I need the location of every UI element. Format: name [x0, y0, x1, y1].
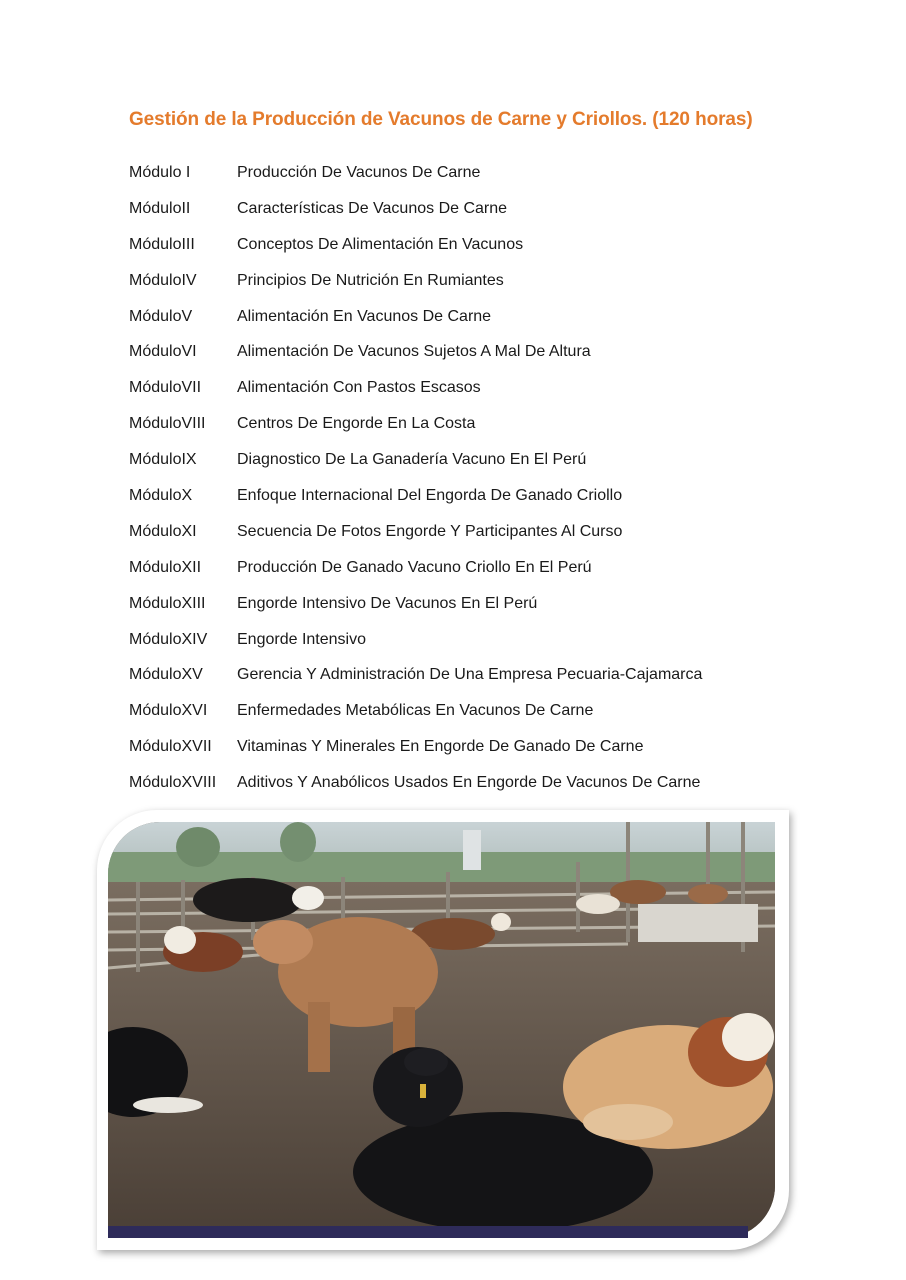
module-name: Diagnostico De La Ganadería Vacuno En El Perú	[237, 451, 587, 469]
module-code: MóduloXVII	[129, 738, 212, 756]
module-row	[129, 442, 702, 478]
module-code: MóduloII	[129, 199, 191, 217]
module-code: MóduloXVI	[129, 702, 208, 720]
module-code: MóduloXII	[129, 558, 202, 576]
module-name: Engorde Intensivo De Vacunos En El Perú	[237, 594, 538, 612]
module-name: Gerencia Y Administración De Una Empresa Pecuaria-Cajamarca	[237, 666, 703, 684]
module-code: MóduloVIII	[129, 415, 206, 433]
module-row	[129, 370, 702, 406]
module-row	[129, 334, 702, 370]
module-name: Secuencia De Fotos Engorde Y Participantes Al Curso	[237, 522, 623, 540]
module-row	[129, 657, 702, 693]
module-name: Enfoque Internacional Del Engorda De Ganado Criollo	[237, 486, 623, 504]
module-name: Alimentación Con Pastos Escasos	[237, 379, 481, 397]
module-row	[129, 514, 702, 550]
module-name: Aditivos Y Anabólicos Usados En Engorde De Vacunos De Carne	[237, 774, 701, 792]
module-code: MóduloV	[129, 307, 193, 325]
module-name: Producción De Vacunos De Carne	[237, 163, 481, 181]
module-list	[129, 155, 702, 801]
module-code: MóduloVII	[129, 379, 202, 397]
module-row	[129, 191, 702, 227]
module-name: Características De Vacunos De Carne	[237, 199, 508, 217]
module-name: Vitaminas Y Minerales En Engorde De Ganado De Carne	[237, 738, 644, 756]
photo-frame	[97, 810, 789, 1250]
photo-bottom-band	[108, 1226, 748, 1238]
cattle-feedlot-illustration	[108, 822, 775, 1238]
module-row	[129, 227, 702, 263]
module-code: MóduloIX	[129, 451, 197, 469]
module-row	[129, 622, 702, 658]
module-code: MóduloXVIII	[129, 774, 217, 792]
module-name: Engorde Intensivo	[237, 630, 366, 648]
module-name: Enfermedades Metabólicas En Vacunos De Carne	[237, 702, 594, 720]
module-name: Alimentación De Vacunos Sujetos A Mal De Altura	[237, 343, 591, 361]
module-row	[129, 586, 702, 622]
module-name: Conceptos De Alimentación En Vacunos	[237, 235, 524, 253]
module-row	[129, 155, 702, 191]
module-row	[129, 550, 702, 586]
module-code: MóduloXIII	[129, 594, 206, 612]
module-row	[129, 729, 702, 765]
module-code: MóduloIV	[129, 271, 197, 289]
module-code: MóduloIII	[129, 235, 195, 253]
module-name: Producción De Ganado Vacuno Criollo En El Perú	[237, 558, 592, 576]
page-title: Gestión de la Producción de Vacunos de Carne y Criollos. (120 horas)	[129, 109, 753, 130]
module-row	[129, 765, 702, 801]
module-code: Módulo I	[129, 163, 191, 181]
module-row	[129, 478, 702, 514]
module-code: MóduloXI	[129, 522, 197, 540]
module-row	[129, 299, 702, 335]
module-name: Principios De Nutrición En Rumiantes	[237, 271, 504, 289]
module-row	[129, 263, 702, 299]
module-name: Alimentación En Vacunos De Carne	[237, 307, 492, 325]
cattle-feedlot-photo	[108, 822, 775, 1238]
module-code: MóduloXV	[129, 666, 203, 684]
module-code: MóduloXIV	[129, 630, 208, 648]
module-row	[129, 406, 702, 442]
module-name: Centros De Engorde En La Costa	[237, 415, 476, 433]
module-code: MóduloX	[129, 486, 193, 504]
module-row	[129, 693, 702, 729]
module-code: MóduloVI	[129, 343, 197, 361]
